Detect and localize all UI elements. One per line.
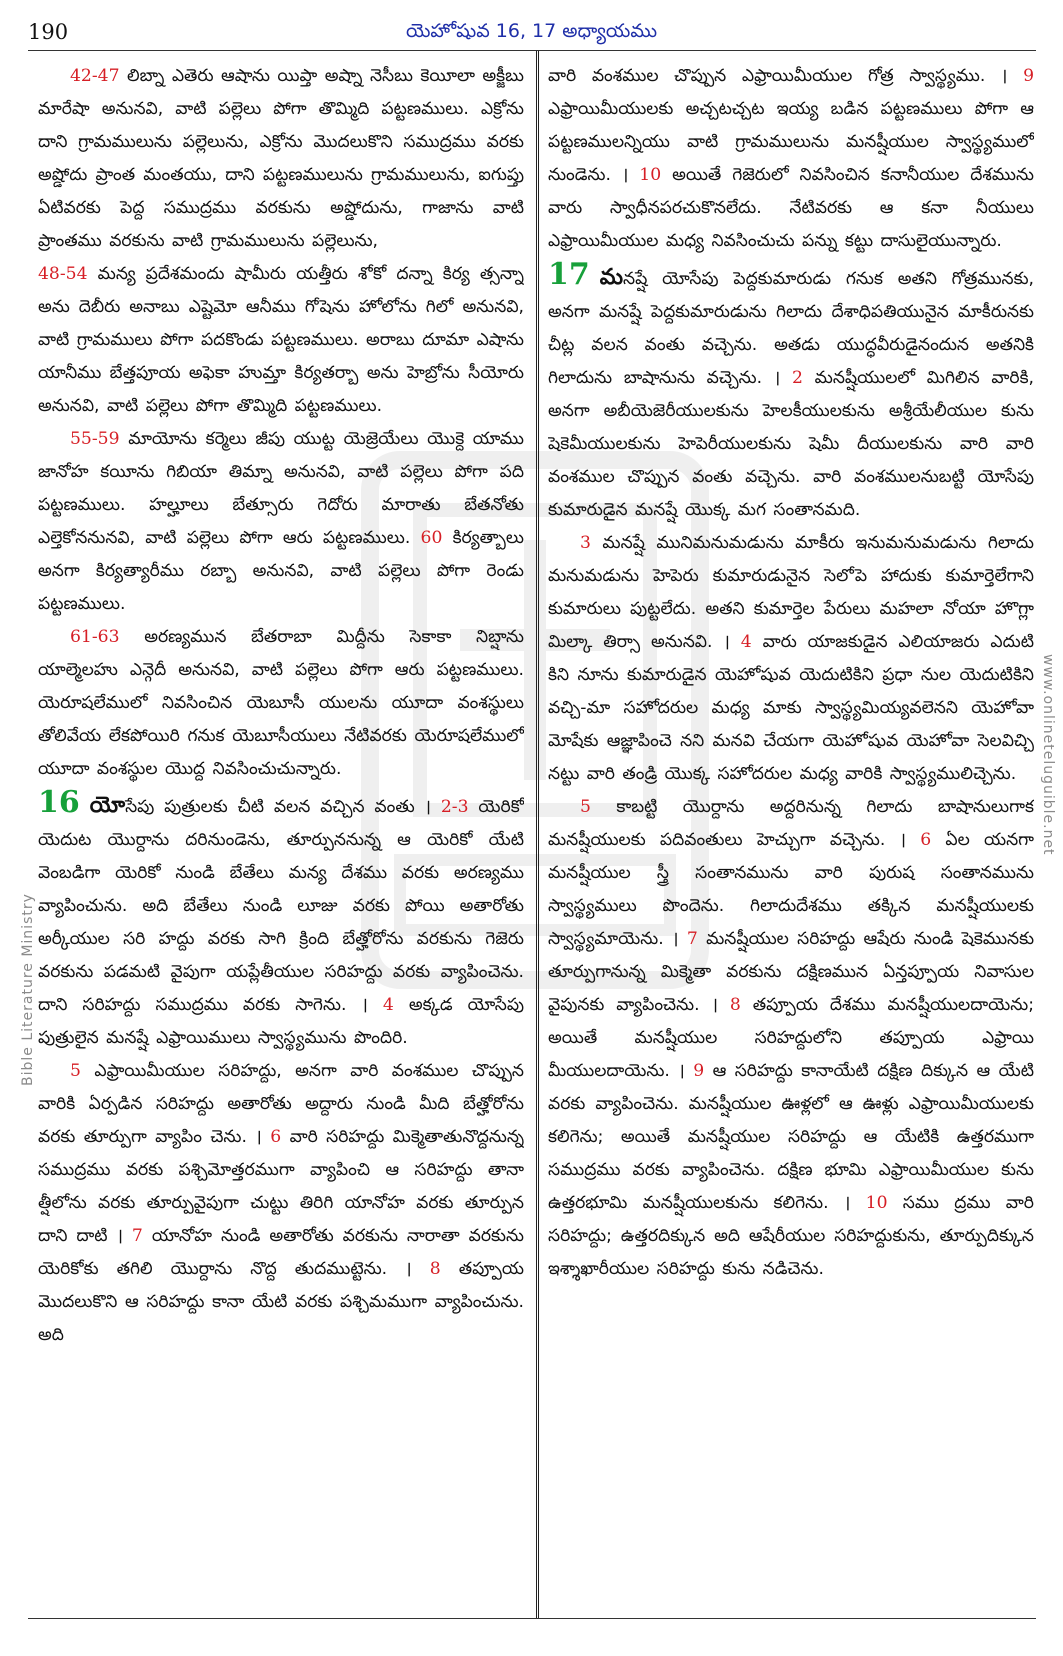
verse-number: 6 bbox=[270, 1127, 282, 1147]
paragraph bbox=[548, 791, 1034, 1286]
verse-text: నష్షే యోసేపు పెద్దకుమారుడు గనుక అతని గోత్రమునకు, అనగా మనష్షే పెద్దకుమారుడును గిలాదు దేశాధిపతియునైన మాకీరునకు చీట్ల వలన వంతు వచ్చెను. అతడు యుద్ధవీరుడైనందున అతనికి గిలాదును బాషానును వచ్చెను. । bbox=[548, 269, 1034, 388]
verse-text: సము ద్రము వారి సరిహద్దు; ఉత్తరదిక్కున అది ఆషేరీయుల సరిహద్దుకును, తూర్పుదిక్కున ఇశ్శాఖారీయుల సరిహద్దు కును నడిచెను. bbox=[548, 1193, 1034, 1279]
verse-text: అక్కడ యోసేపు పుత్రులైన మనష్షే ఎఫ్రాయిములు స్వాస్థ్యమును పొందిరి. bbox=[38, 995, 524, 1048]
verse-number: 2-3 bbox=[440, 797, 469, 817]
paragraph bbox=[38, 621, 524, 786]
verse-number: 42-47 bbox=[70, 66, 120, 86]
side-watermark-right: www.onlineteluguible.net bbox=[1040, 654, 1056, 856]
paragraph bbox=[548, 527, 1034, 791]
verse-text: ఏల యనగా మనష్షీయుల స్త్రీ సంతానమును వారి పురుష సంతానమును స్వాస్థ్యములు పొందెను. గిలాదుదేశము తక్కిన మనష్షీయులకు స్వాస్థ్యమాయెను. । bbox=[548, 830, 1034, 949]
page-number: 190 bbox=[28, 20, 69, 44]
verse-text: అయితే గెజెరులో నివసించిన కనానీయుల దేశమును వారు స్వాధీనపరచుకొనలేదు. నేటివరకు ఆ కనా నీయులు ఎఫ్రాయిమీయుల మధ్య నివసించుచు పన్ను కట్టు దాసులైయున్నారు. bbox=[548, 165, 1034, 251]
verse-text: ఎఫ్రాయిమీయులకు అచ్చటచ్చట ఇయ్య బడిన పట్టణములు పోగా ఆ పట్టణములన్నియు వాటి గ్రామములును మనష్షీయుల స్వాస్థ్యములో నుండెను. । bbox=[548, 99, 1034, 185]
verse-number: 9 bbox=[693, 1061, 705, 1081]
verse-text: వారి వంశముల చొప్పున ఎఫ్రాయిమీయుల గోత్ర స్వాస్థ్యము. । bbox=[548, 66, 1008, 86]
verse-text: తప్పూయ మొదలుకొని ఆ సరిహద్దు కానా యేటి వరకు పశ్చిమముగా వ్యాపించును. అది bbox=[38, 1259, 524, 1345]
verse-text: లిబ్నా ఎతెరు ఆషాను యిప్తా అష్నా నెసీబు కెయీలా అక్జీబు మారేషా అనునవి, వాటి పల్లెలు పోగా తొమ్మిది పట్టణములు. ఎక్రోను దాని గ్రామములును పల్లెలును, ఎక్రోను మొదలుకొని సముద్రము వరకు అష్డోదు ప్రాంత మంతయు, దాని పట్టణములును గ్రామములును, ఐగుప్తు ఏటివరకు పెద్ద సముద్రము వరకును అష్డోదును, గాజాను వాటి ప్రాంతము వరకును వాటి గ్రామములును పల్లెలును, bbox=[38, 66, 524, 251]
chapter-16-start bbox=[38, 786, 524, 1055]
running-title: యెహోషువ 16, 17 అధ్యాయము bbox=[405, 20, 658, 42]
verse-text: మనష్షీయులలో మిగిలిన వారికి, అనగా అబీయెజెరీయులకును హెలకీయులకును అశ్రీయేలీయుల కును షెకెమీయులకును హెపెరీయులకును షెమీ దీయులకును వారి వారి వంశముల చొప్పున వంతు వచ్చెను. వారి వంశములనుబట్టి యోసేపు కుమారుడైన మనష్షే యొక్క మగ సంతానమది. bbox=[548, 368, 1034, 520]
verse-number: 60 bbox=[420, 528, 443, 548]
right-column bbox=[548, 60, 1034, 1616]
verse-number: 10 bbox=[865, 1193, 888, 1213]
verse-number: 5 bbox=[70, 1061, 81, 1081]
verse-number: 2 bbox=[792, 368, 803, 388]
verse-text: యానోహ నుండి అతారోతు వరకును నారాతా వరకును యెరికోకు తగిలి యొర్దాను నొద్ద తుదముట్టెను. । bbox=[38, 1226, 524, 1279]
verse-number: 48-54 bbox=[38, 264, 88, 284]
verse-text: తప్పూయ దేశము మనష్షీయులదాయెను; అయితే మనష్షీయుల సరిహద్దులోని తప్పూయ ఎఫ్రాయి మీయులదాయెను. । bbox=[548, 995, 1034, 1081]
chapter-number: 16 bbox=[38, 785, 80, 820]
verse-text: అరణ్యమున బేతరాబా మిద్దీను సెకాకా నిబ్షాను యాల్మెలహు ఎన్గెదీ అనునవి, వాటి పల్లెలు పోగా ఆరు పట్టణములు. యెరూషలేములో నివసించిన యెబూసీ యులను యూదా వంశస్థులు తోలివేయ లేకపోయిరి గనుక యెబూసీయులు నేటివరకు యెరూషలేములో యూదా వంశస్థుల యొద్ద నివసించుచున్నారు. bbox=[38, 627, 524, 779]
paragraph bbox=[38, 258, 524, 423]
verse-text: యెరికో యెదుట యొర్దాను దరినుండెను, తూర్పుననున్న ఆ యెరికో యేటి వెంబడిగా యెరికో నుండి బేతేలు మన్య దేశము వరకు అరణ్యము వ్యాపించును. అది బేతేలు నుండి లూజు వరకు పోయి అతారోతు అర్కీయుల సరి హద్దు వరకు సాగి క్రింది బేత్హోరోను వరకును గెజెరు వరకును పడమటి వైపుగా యప్లేతీయుల సరిహద్దు వరకు వ్యాపించెను. దాని సరిహద్దు సముద్రము వరకు సాగెను. । bbox=[38, 797, 524, 1015]
verse-text: మన్య ప్రదేశమందు షామీరు యత్తీరు శోకో దన్నా కిర్య త్సన్నా అను దెబీరు అనాబు ఎష్టెమో ఆనీము గోషెను హోలోను గిలో అనునవి, వాటి గ్రామములు పోగా పదకొండు పట్టణములు. అరాబు దూమా ఎషాను యానీము బేత్తపూయ అఫెకా హుమ్తా కిర్యతర్బా అను హెబ్రోను సీయోరు అనునవి, వాటి పల్లెలు పోగా తొమ్మిది పట్టణములు. bbox=[38, 264, 524, 416]
verse-number: 4 bbox=[740, 632, 752, 652]
left-column bbox=[38, 60, 524, 1616]
verse-text: మాయోను కర్మెలు జీపు యుట్ట యెజ్రెయేలు యొక్దె యాము జానోహ కయీను గిబియా తిమ్నా అనునవి, వాటి పల్లెలు పోగా పది పట్టణములు. హల్హూలు బేత్సూరు గెదోరు మారాతు బేతనోతు ఎల్తెకోననునవి, వాటి పల్లెలు పోగా ఆరు పట్టణములు. bbox=[38, 429, 524, 548]
column-divider bbox=[536, 51, 539, 1618]
verse-number: 8 bbox=[729, 995, 741, 1015]
paragraph bbox=[548, 60, 1034, 258]
paragraph bbox=[38, 423, 524, 621]
verse-number: 5 bbox=[580, 797, 591, 817]
verse-text: వారి సరిహద్దు మిక్మెతాతునొద్దనున్న సముద్రము వరకు పశ్చిమోత్తరముగా వ్యాపించి ఆ సరిహద్దు తానా త్షీలోను వరకు తూర్పువైపుగా చుట్టు తిరిగి యానోహ వరకు తూర్పున దాని దాటి । bbox=[38, 1127, 524, 1246]
side-watermark-left: Bible Literature Ministry bbox=[20, 893, 36, 1086]
header-rule bbox=[28, 50, 1036, 51]
verse-text: వారు యాజకుడైన ఎలియాజరు ఎదుటి కిని నూను కుమారుడైన యెహోషువ యెదుటికిని ప్రధా నుల యెదుటికిని వచ్చి-మా సహోదరుల మధ్య మాకు స్వాస్థ్యమియ్యవలెనని యెహోవా మోషేకు ఆజ్ఞాపించె నని మనవి చేయగా యెహోషువ యెహోవా సెలవిచ్చి నట్టు వారి తండ్రి యొక్క సహోదరుల మధ్య వారికి స్వాస్థ్యములిచ్చెను. bbox=[548, 632, 1034, 784]
footer-rule bbox=[28, 1618, 1036, 1619]
verse-text: ఎఫ్రాయిమీయుల సరిహద్దు, అనగా వారి వంశముల చొప్పున వారికి ఏర్పడిన సరిహద్దు అతారోతు అద్దారు నుండి మీది బేత్హోరోను వరకు తూర్పుగా వ్యాపిం చెను. । bbox=[38, 1061, 524, 1147]
verse-text: ఆ సరిహద్దు కానాయేటి దక్షిణ దిక్కున ఆ యేటి వరకు వ్యాపించెను. మనష్షీయుల ఊళ్లలో ఆ ఊళ్లు ఎఫ్రాయిమీయులకు కలిగెను; అయితే మనష్షీయుల సరిహద్దు ఆ యేటికి ఉత్తరముగా సముద్రము వరకు వ్యాపించెను. దక్షిణ భూమి ఎఫ్రాయిమీయుల కును ఉత్తరభూమి మనష్షీయులకును కలిగెను. । bbox=[548, 1061, 1034, 1213]
verse-text: మనష్షే మునిమనుమడును మాకీరు ఇనుమనుమడును గిలాదు మనుమడును హెపెరు కుమారుడునైన సెలోపె హాదుకు కుమార్తెలేగాని కుమారులు పుట్టలేదు. అతని కుమార్తెల పేరులు మహలా నోయా హొగ్లా మిల్కా తిర్సా అనునవి. । bbox=[548, 533, 1034, 652]
verse-text: కిర్యత్బాలు అనగా కిర్యత్యారీము రబ్బా అనునవి, వాటి పల్లెలు పోగా రెండు పట్టణములు. bbox=[38, 528, 524, 614]
paragraph bbox=[38, 60, 524, 258]
chapter-17-start bbox=[548, 258, 1034, 527]
verse-number: 61-63 bbox=[70, 627, 120, 647]
verse-number: 8 bbox=[429, 1259, 441, 1279]
page-header bbox=[0, 0, 1063, 56]
verse-text: మనష్షీయుల సరిహద్దు ఆషేరు నుండి షెకెమునకు తూర్పుగానున్న మిక్మెతా వరకును దక్షిణమున ఏన్తప్పూయ నివాసుల వైపునకు వ్యాపించెను. । bbox=[548, 929, 1034, 1015]
verse-number: 55-59 bbox=[70, 429, 120, 449]
verse-number: 7 bbox=[131, 1226, 143, 1246]
chapter-initial: మ bbox=[599, 265, 624, 290]
paragraph bbox=[38, 1055, 524, 1352]
chapter-initial: యో bbox=[89, 793, 126, 818]
verse-number: 9 bbox=[1023, 66, 1034, 86]
verse-number: 6 bbox=[920, 830, 932, 850]
verse-number: 3 bbox=[580, 533, 591, 553]
verse-number: 10 bbox=[639, 165, 662, 185]
verse-text: కాబట్టి యొర్దాను అద్దరినున్న గిలాదు బాషానులుగాక మనష్షీయులకు పదివంతులు హెచ్చుగా వచ్చెను. । bbox=[548, 797, 1034, 850]
verse-number: 7 bbox=[686, 929, 698, 949]
verse-number: 4 bbox=[382, 995, 394, 1015]
verse-text: సేపు పుత్రులకు చీటి వలన వచ్చిన వంతు । bbox=[125, 797, 432, 817]
chapter-number: 17 bbox=[548, 257, 590, 292]
